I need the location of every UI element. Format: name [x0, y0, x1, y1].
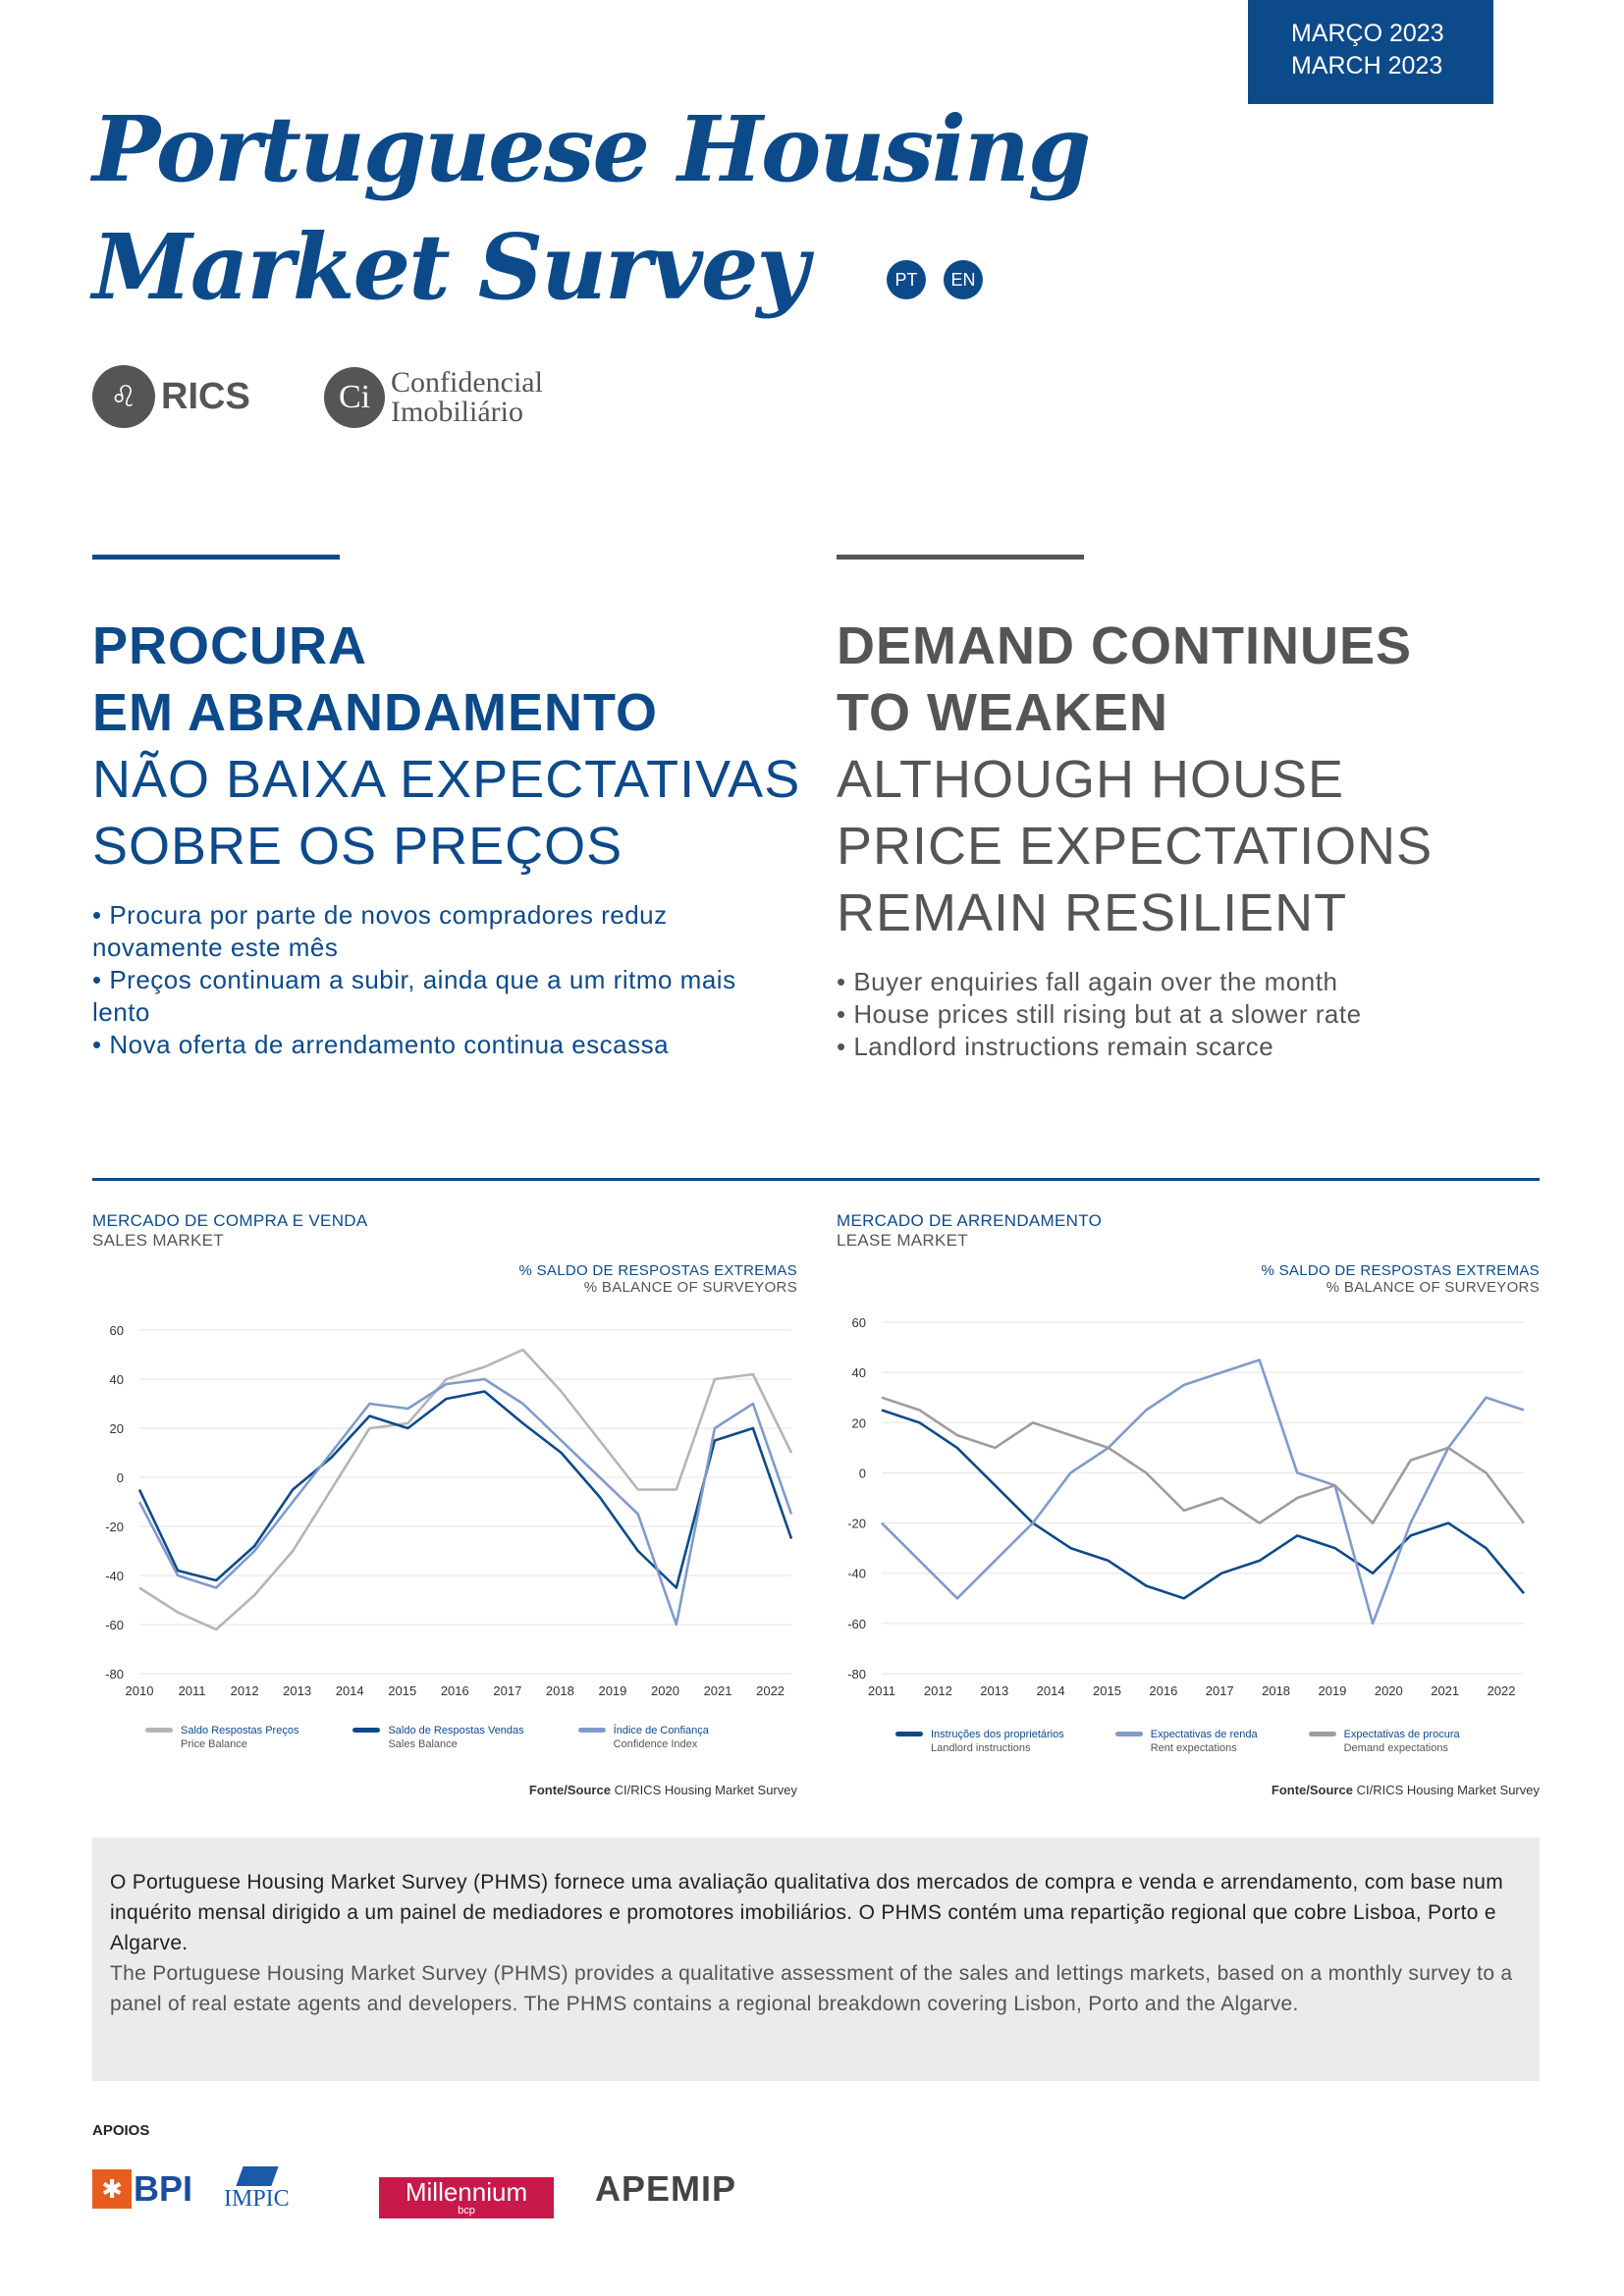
lease-chart-source	[1135, 1783, 1540, 1797]
series-line-0	[139, 1350, 791, 1629]
bullet-pt-1: • Procura por parte de novos compradores reduz novamente este mês	[92, 900, 668, 962]
y-tick-label: 0	[116, 1470, 124, 1485]
about-text-pt: O Portuguese Housing Market Survey (PHMS) fornece uma avaliação qualitativa dos mercados de compra e venda e arrendamento, com base num inquérito mensal dirigido a um painel de mediadores e promotores imobiliários. O PHMS contém uma repartição regional que cobre Lisboa, Porto e Algarve.	[110, 1871, 1504, 1954]
x-tick-label: 2013	[980, 1683, 1009, 1698]
lease-unit-en: % BALANCE OF SURVEYORS	[1326, 1279, 1540, 1296]
headline-en-light-2: PRICE EXPECTATIONS	[837, 817, 1434, 876]
sales-chart-subtitle: SALES MARKET	[92, 1231, 224, 1250]
y-tick-label: -40	[847, 1566, 866, 1581]
impic-logo-text: IMPIC	[224, 2185, 290, 2212]
x-tick-label: 2013	[283, 1683, 312, 1698]
bullet-en-2: • House prices still rising but at a slower rate	[837, 999, 1362, 1029]
legend-swatch	[145, 1728, 173, 1733]
x-tick-label: 2015	[1093, 1683, 1121, 1698]
headline-en-bold-1: DEMAND CONTINUES	[837, 616, 1413, 675]
legend-label-pt: Índice de Confiança	[613, 1725, 709, 1736]
x-tick-label: 2017	[1205, 1683, 1234, 1698]
x-tick-label: 2014	[1036, 1683, 1065, 1698]
y-tick-label: -60	[847, 1616, 866, 1631]
x-tick-label: 2011	[868, 1683, 895, 1698]
lang-en-button[interactable]: EN	[944, 260, 983, 299]
bullet-pt-3: • Nova oferta de arrendamento continua escassa	[92, 1030, 670, 1059]
sales-chart-source	[393, 1783, 797, 1797]
sales-chart-legend	[145, 1724, 784, 1751]
lease-chart-subtitle: LEASE MARKET	[837, 1231, 968, 1250]
about-text-en: The Portuguese Housing Market Survey (PHMS) provides a qualitative assessment of the sales and lettings markets, based on a monthly survey to a panel of real estate agents and developers. The PHMS contains a regional breakdown covering Lisbon, Porto and the Algarve.	[110, 1962, 1513, 2015]
headline-pt	[92, 613, 809, 1061]
x-tick-label: 2018	[1262, 1683, 1291, 1698]
y-tick-label: 20	[109, 1421, 124, 1436]
sales-unit-pt: % SALDO DE RESPOSTAS EXTREMAS	[518, 1262, 797, 1279]
y-tick-label: -40	[105, 1569, 124, 1583]
lang-pt-button[interactable]: PT	[887, 260, 926, 299]
bpi-star-icon: ✱	[92, 2169, 132, 2209]
legend-demand-expectations	[1309, 1728, 1460, 1755]
date-pt: MARÇO 2023	[1291, 20, 1444, 47]
legend-label-en: Sales Balance	[388, 1738, 458, 1750]
headline-en-light-1: ALTHOUGH HOUSE	[837, 750, 1345, 809]
ci-logo-line-1: Confidencial	[391, 366, 543, 399]
millennium-logo-text: Millennium	[405, 2177, 528, 2207]
legend-swatch	[578, 1728, 606, 1733]
x-tick-label: 2021	[1431, 1683, 1460, 1698]
millennium-logo-sub: bcp	[458, 2205, 475, 2216]
legend-confidence-index	[578, 1724, 709, 1751]
series-line-2	[882, 1398, 1524, 1523]
y-tick-label: -20	[105, 1520, 124, 1534]
x-tick-label: 2020	[651, 1683, 679, 1698]
series-line-1	[139, 1392, 791, 1588]
source-text: CI/RICS Housing Market Survey	[1356, 1783, 1540, 1797]
legend-sales-balance	[352, 1724, 523, 1751]
impic-logo	[224, 2164, 290, 2214]
x-tick-label: 2020	[1374, 1683, 1403, 1698]
date-box	[1248, 0, 1493, 104]
legend-landlord-instructions	[895, 1728, 1064, 1755]
ci-logo-line-2: Imobiliário	[391, 396, 523, 428]
rics-logo	[92, 363, 279, 430]
legend-label-en: Landlord instructions	[931, 1742, 1031, 1754]
x-tick-label: 2018	[545, 1683, 574, 1698]
source-text: CI/RICS Housing Market Survey	[614, 1783, 797, 1797]
x-tick-label: 2022	[756, 1683, 785, 1698]
lease-chart-title: MERCADO DE ARRENDAMENTO	[837, 1211, 1103, 1230]
source-label: Fonte/Source	[528, 1783, 611, 1797]
x-tick-label: 2016	[440, 1683, 469, 1698]
lease-unit-pt: % SALDO DE RESPOSTAS EXTREMAS	[1261, 1262, 1540, 1279]
y-tick-label: 0	[858, 1466, 866, 1481]
sales-market-chart	[92, 1306, 799, 1708]
headline-en	[837, 613, 1540, 1063]
sales-chart-header	[92, 1211, 368, 1251]
bpi-logo-text: BPI	[134, 2168, 193, 2209]
series-line-1	[882, 1360, 1524, 1624]
legend-rent-expectations	[1115, 1728, 1258, 1755]
ci-logo	[324, 363, 543, 432]
supporters-label: APOIOS	[92, 2122, 150, 2139]
legend-price-balance	[145, 1724, 298, 1751]
lion-icon: ♌	[92, 365, 155, 428]
x-tick-label: 2019	[1318, 1683, 1347, 1698]
title-line-2: Market Survey	[92, 214, 807, 320]
ci-logo-mark: Ci	[324, 367, 385, 428]
title-line-1: Portuguese Housing	[92, 96, 1090, 202]
legend-label-en: Rent expectations	[1150, 1742, 1237, 1754]
x-tick-label: 2010	[125, 1683, 154, 1698]
section-divider	[92, 1178, 1540, 1181]
legend-label-en: Demand expectations	[1343, 1742, 1448, 1754]
y-tick-label: 60	[851, 1315, 866, 1330]
y-tick-label: -20	[847, 1516, 866, 1531]
legend-label-en: Confidence Index	[613, 1738, 698, 1750]
bullet-en-3: • Landlord instructions remain scarce	[837, 1032, 1274, 1061]
lease-chart-legend	[895, 1728, 1534, 1755]
sales-chart-unit	[393, 1262, 797, 1296]
headline-pt-light-1: NÃO BAIXA EXPECTATIVAS	[92, 750, 801, 809]
x-tick-label: 2017	[493, 1683, 522, 1698]
headline-pt-bold-2: EM ABRANDAMENTO	[92, 683, 658, 742]
y-tick-label: 20	[851, 1415, 866, 1431]
lease-chart-header	[837, 1211, 1102, 1251]
y-tick-label: -60	[105, 1618, 124, 1632]
lease-chart-unit	[1135, 1262, 1540, 1296]
legend-swatch	[1309, 1732, 1336, 1736]
date-en: MARCH 2023	[1291, 52, 1443, 80]
headline-pt-light-2: SOBRE OS PREÇOS	[92, 817, 623, 876]
millennium-logo	[379, 2177, 554, 2218]
bpi-logo	[92, 2164, 192, 2214]
x-tick-label: 2015	[388, 1683, 417, 1698]
sales-unit-en: % BALANCE OF SURVEYORS	[583, 1279, 797, 1296]
y-tick-label: -80	[847, 1667, 866, 1682]
x-tick-label: 2019	[598, 1683, 627, 1698]
headline-pt-bold-1: PROCURA	[92, 616, 368, 675]
y-tick-label: 40	[851, 1365, 866, 1381]
y-tick-label: -80	[105, 1667, 124, 1682]
legend-swatch	[1115, 1732, 1143, 1736]
legend-label-en: Price Balance	[181, 1738, 247, 1750]
ci-logo-text	[391, 368, 543, 427]
impic-mark-icon	[236, 2166, 278, 2186]
y-tick-label: 40	[109, 1372, 124, 1387]
apemip-logo	[595, 2164, 736, 2214]
legend-label-pt: Expectativas de procura	[1343, 1729, 1460, 1740]
x-tick-label: 2012	[923, 1683, 952, 1698]
x-tick-label: 2016	[1149, 1683, 1178, 1698]
legend-label-pt: Instruções dos proprietários	[931, 1729, 1064, 1740]
page-title	[92, 90, 1089, 326]
x-tick-label: 2021	[703, 1683, 732, 1698]
en-section-rule	[837, 555, 1084, 560]
bullet-pt-2: • Preços continuam a subir, ainda que a um ritmo mais lento	[92, 965, 736, 1027]
sales-chart-title: MERCADO DE COMPRA E VENDA	[92, 1211, 368, 1230]
pt-section-rule	[92, 555, 340, 560]
y-tick-label: 60	[109, 1323, 124, 1338]
about-panel	[92, 1838, 1540, 2081]
rics-logo-text: RICS	[161, 375, 250, 417]
x-tick-label: 2012	[230, 1683, 259, 1698]
legend-label-pt: Expectativas de renda	[1150, 1729, 1258, 1740]
bullet-en-1: • Buyer enquiries fall again over the month	[837, 967, 1338, 996]
x-tick-label: 2022	[1487, 1683, 1516, 1698]
x-tick-label: 2011	[178, 1683, 206, 1698]
legend-swatch	[895, 1732, 923, 1736]
apemip-logo-text: APEMIP	[595, 2168, 737, 2209]
legend-label-pt: Saldo de Respostas Vendas	[388, 1725, 524, 1736]
x-tick-label: 2014	[335, 1683, 364, 1698]
headline-en-bold-2: TO WEAKEN	[837, 683, 1169, 742]
legend-label-pt: Saldo Respostas Preços	[181, 1725, 299, 1736]
headline-en-light-3: REMAIN RESILIENT	[837, 883, 1348, 942]
legend-swatch	[352, 1728, 380, 1733]
source-label: Fonte/Source	[1271, 1783, 1353, 1797]
series-line-2	[139, 1379, 791, 1625]
lease-market-chart	[837, 1302, 1540, 1708]
